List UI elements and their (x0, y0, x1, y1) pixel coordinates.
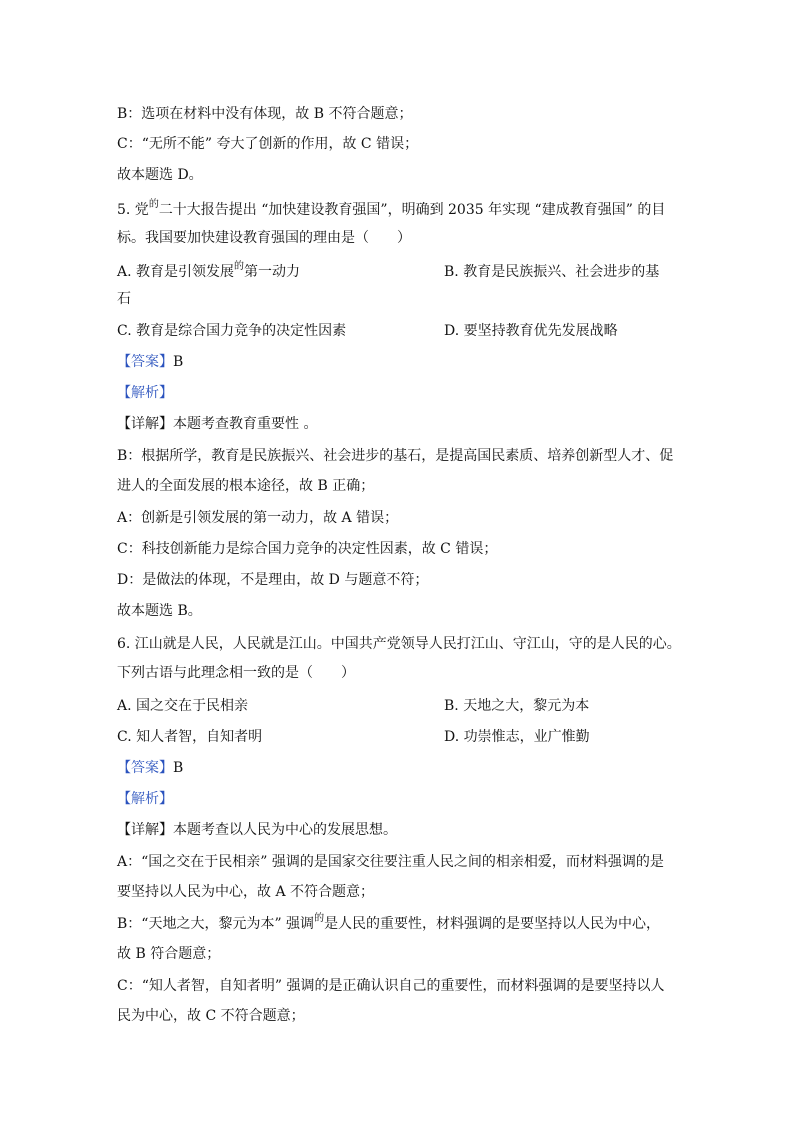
q5-detail-text: 本题考查教育重要性 。 (173, 416, 318, 432)
q6-option-a: A. 国之交在于民相亲 (117, 698, 249, 714)
q6-detail (117, 820, 687, 840)
q5-explanation-b-line2: 进人的全面发展的根本途径，故 B 正确； (117, 478, 375, 494)
q5-option-c: C. 教育是综合国力竞争的决定性因素 (117, 323, 347, 339)
q6-explanation-c-line2: 民为中心，故 C 不符合题意； (117, 1008, 305, 1024)
q6-explanation-b-line1 (117, 914, 687, 936)
q6-explanation-a-line2: 要坚持以人民为中心，故 A 不符合题意； (117, 884, 375, 900)
q6-stem-line1: 6. 江山就是人民，人民就是江山。中国共产党领导人民打江山、守江山，守的是人民的心。 (117, 636, 681, 652)
q6-detail-text: 本题考查以人民为中心的发展思想。 (173, 822, 397, 838)
q5-analysis-tag: 【解析】 (117, 385, 173, 401)
q5-conclusion: 故本题选 B。 (117, 603, 202, 619)
q5-option-a (117, 262, 300, 284)
q5-explanation-b-line1: B：根据所学，教育是民族振兴、社会进步的基石，是提高国民素质、培养创新型人才、促 (117, 448, 674, 464)
q5-stem-text: 二十大报告提出 “加快建设教育强国”，明确到 2035 年实现 “建成教育强国” 的目 (158, 202, 666, 218)
prev-explanation-b: B：选项在材料中没有体现，故 B 不符合题意； (117, 106, 413, 122)
q5-detail-tag: 【详解】 (117, 416, 173, 432)
q6-explanation-a-line1: A：“国之交在于民相亲” 强调的是国家交往要注重人民之间的相亲相爱，而材料强调的是 (117, 854, 664, 870)
q5-detail (117, 414, 687, 434)
q6-option-c: C. 知人者智，自知者明 (117, 729, 263, 745)
q5-answer (117, 352, 687, 372)
q6-explanation-b-superscript: 的 (314, 913, 325, 924)
q6-detail-tag: 【详解】 (117, 822, 173, 838)
q5-option-b-line1: B. 教育是民族振兴、社会进步的基 (444, 264, 660, 280)
q6-option-b: B. 天地之大，黎元为本 (444, 698, 590, 714)
q6-explanation-b-part2: 是人民的重要性，材料强调的是要坚持以人民为中心， (324, 916, 661, 932)
q5-stem-line2: 标。我国要加快建设教育强国的理由是（ ） (117, 230, 411, 246)
q5-option-a-main: A. 教育是引领发展 (117, 264, 235, 280)
q6-explanation-c-line1: C：“知人者智，自知者明” 强调的是正确认识自己的重要性，而材料强调的是要坚持以人 (117, 978, 665, 994)
prev-explanation-c: C：“无所不能” 夸大了创新的作用，故 C 错误； (117, 136, 419, 152)
q6-option-d: D. 功崇惟志，业广惟勤 (444, 729, 590, 745)
q6-stem-line2: 下列古语与此理念相一致的是（ ） (117, 665, 355, 681)
q6-explanation-b-line2: 故 B 符合题意； (117, 946, 221, 962)
q5-stem-number: 5. 党 (117, 202, 149, 218)
q5-option-a-tail: 第一动力 (244, 264, 301, 280)
q6-explanation-b-part1: B：“天地之大，黎元为本” 强调 (117, 916, 315, 932)
q5-answer-tag: 【答案】 (117, 354, 173, 370)
q6-analysis-tag: 【解析】 (117, 791, 173, 807)
q5-explanation-d: D：是做法的体现，不是理由，故 D 与题意不符； (117, 572, 429, 588)
q5-option-d: D. 要坚持教育优先发展战略 (444, 323, 618, 339)
q5-stem-line1 (117, 200, 687, 222)
q5-explanation-a: A：创新是引领发展的第一动力，故 A 错误； (117, 510, 399, 526)
q6-answer (117, 758, 687, 778)
q5-explanation-c: C：科技创新能力是综合国力竞争的决定性因素，故 C 错误； (117, 541, 498, 557)
q5-stem-superscript: 的 (148, 199, 159, 210)
q6-answer-tag: 【答案】 (117, 760, 173, 776)
prev-conclusion: 故本题选 D。 (117, 167, 203, 183)
q6-answer-value: B (173, 760, 184, 776)
q5-answer-value: B (173, 354, 184, 370)
q5-option-a-superscript: 的 (234, 261, 245, 272)
q5-option-b-line2: 石 (117, 291, 131, 307)
